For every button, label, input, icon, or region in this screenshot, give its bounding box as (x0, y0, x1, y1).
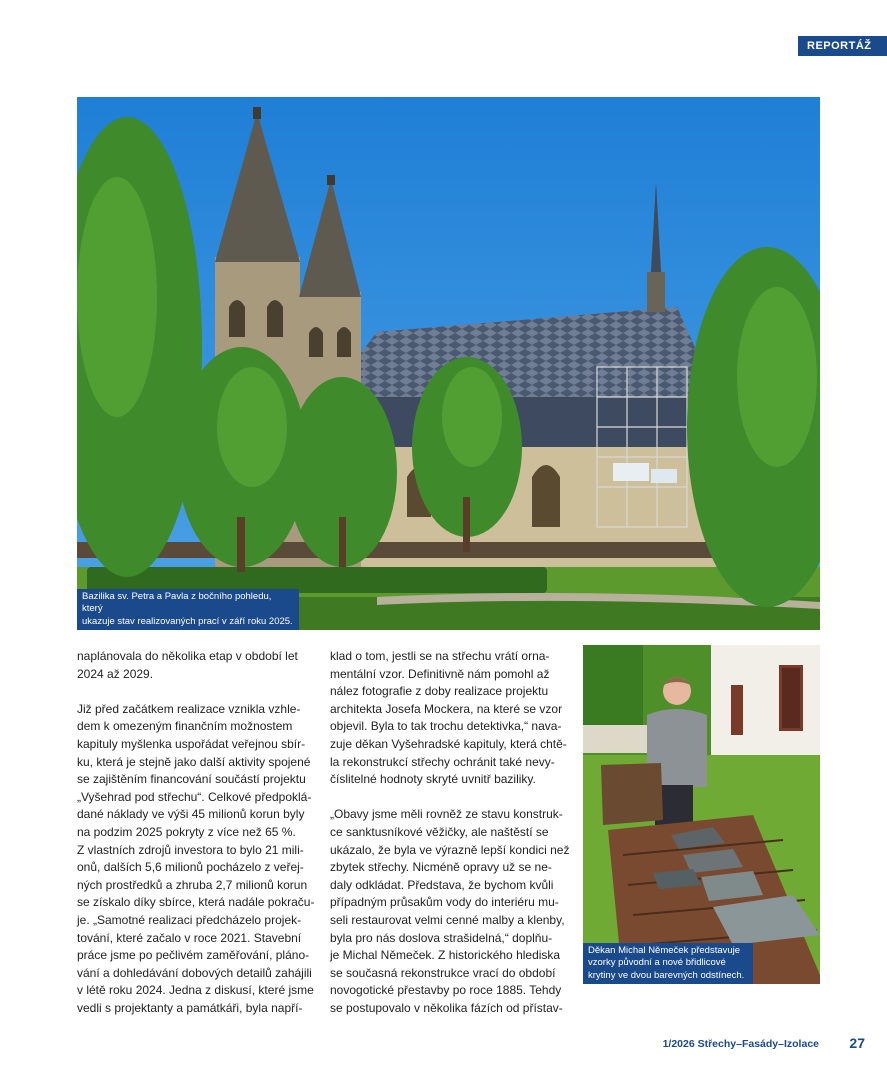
text-line: kapituly myšlenka uspořádat veřejnou sbír- (77, 736, 306, 751)
text-line: Již před začátkem realizace vznikla vzhle- (77, 701, 301, 716)
page-number: 27 (849, 1035, 865, 1051)
paragraph (330, 806, 570, 1017)
text-line: tování, které začalo v roce 2021. Stavební (77, 930, 302, 945)
article-column-2 (330, 648, 570, 1017)
text-line: se současná rekonstrukce vrací do období (330, 965, 556, 980)
text-line: je Michal Němeček. Z historického hlediska (330, 948, 561, 963)
text-line: la rekonstrukcí střechy ochránit také nevy- (330, 754, 555, 769)
text-line: případným průsakům vody do interiéru mu- (330, 895, 559, 910)
main-photo (77, 97, 820, 630)
text-line: zbytek střechy. Nicméně opravy už se ne- (330, 860, 552, 875)
dean-photo (583, 645, 820, 984)
caption-line: ukazuje stav realizovaných prací v září roku 2025. (82, 615, 293, 627)
text-line: v létě roku 2024. Jedna z diskusí, které jsme (77, 983, 314, 998)
text-line: novogotické přestavby po roce 1885. Tehdy (330, 983, 562, 998)
text-line: na podzim 2025 pokryty z více než 65 %. (77, 824, 296, 839)
section-tag: REPORTÁŽ (798, 36, 887, 56)
text-line: Z vlastních zdrojů investora to bylo 21 mili- (77, 842, 304, 857)
text-line: vedli s projektanty a památkáři, byla napří- (77, 1000, 303, 1015)
magazine-name: 1/2026 Střechy–Fasády–Izolace (662, 1038, 819, 1050)
side-photo (583, 645, 820, 984)
text-line: se získalo díky sbírce, která nadále pokraču- (77, 895, 315, 910)
text-line: ku, která je stejně jako další aktivity spojené (77, 754, 311, 769)
text-line: vání a dohledávání dobových detailů zahájili (77, 965, 312, 980)
article-column-1 (77, 648, 315, 1017)
text-line: nález fotografie z doby realizace projektu (330, 684, 549, 699)
text-line: onů, dalších 5,6 milionů pocházelo z veřej- (77, 860, 304, 875)
main-photo-caption (77, 589, 299, 631)
text-line: „Vyšehrad pod střechu“. Celkové předpoklá- (77, 789, 312, 804)
text-line: se postupovalo v několika fázích od přístav- (330, 1000, 563, 1015)
caption-line: vzorky původní a nové břidlicové (588, 957, 726, 968)
side-photo-caption (583, 943, 753, 985)
caption-line: Bazilika sv. Petra a Pavla z bočního pohledu, který (82, 590, 272, 614)
paragraph (77, 648, 309, 683)
text-line: zuje děkan Vyšehradské kapituly, která chtě- (330, 736, 567, 751)
text-line: je. „Samotné realizaci předcházelo projek- (77, 912, 302, 927)
text-line: klad o tom, jestli se na střechu vrátí orna- (330, 649, 550, 663)
text-line: 2024 až 2029. (77, 666, 154, 681)
text-line: dem k omezeným finančním možnostem (77, 719, 293, 734)
text-line: architekta Josefa Mockera, na které se vzor (330, 701, 563, 716)
text-line: ných prostředků a zhruba 2,7 milionů korun (77, 877, 308, 892)
text-line: dané náklady ve výši 45 milionů korun byly (77, 807, 305, 822)
text-line: daly odkládat. Představa, že bychom kvůli (330, 877, 554, 892)
text-line: byla pro nás doslova strašidelná,“ doplňu- (330, 930, 553, 945)
caption-line: Děkan Michal Němeček představuje (588, 944, 741, 956)
text-line: objevil. Byla to tak trochu detektivka,“ nava- (330, 719, 562, 734)
caption-line: krytiny ve dvou barevných odstínech. (588, 969, 745, 981)
text-line: práce jsme po pečlivém zaměřování, pláno- (77, 948, 310, 963)
text-line: ukázalo, že byla ve výrazně lepší kondici než (330, 842, 570, 857)
text-line: mentální vzor. Definitivně nám pomohl až (330, 666, 550, 681)
text-line: naplánovala do několika etap v období let (77, 649, 298, 663)
paragraph (330, 648, 567, 789)
text-line: seli restaurovat velmi cenné malby a klenby, (330, 912, 565, 927)
text-line: „Obavy jsme měli rovněž ze stavu konstruk- (330, 807, 563, 822)
basilica-photo (77, 97, 820, 630)
text-line: ce sanktusníkové věžičky, ale naštěstí se (330, 824, 549, 839)
text-line: číslitelné hodnoty skryté uvnitř baziliky. (330, 772, 536, 787)
text-line: se zajištěním financování součástí projektu (77, 772, 306, 787)
paragraph (77, 701, 315, 1018)
